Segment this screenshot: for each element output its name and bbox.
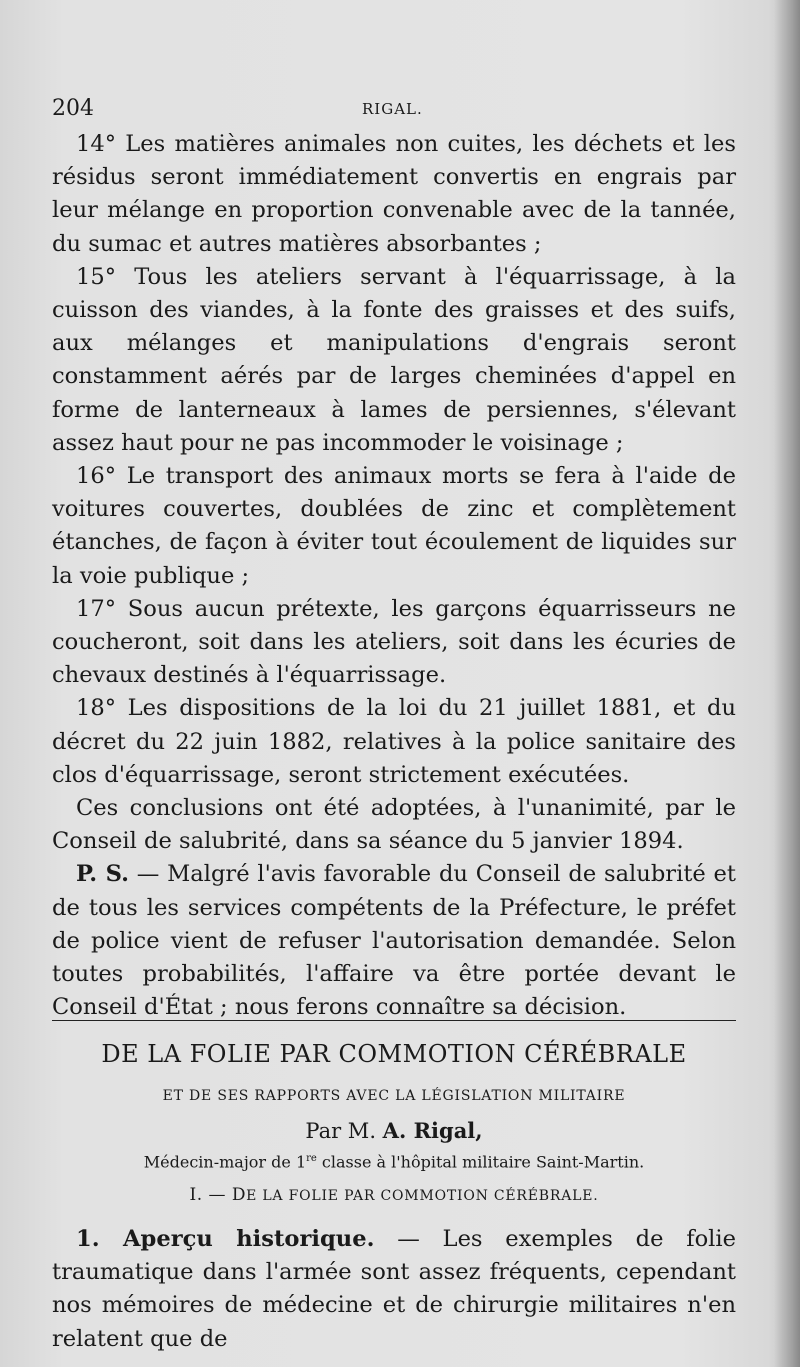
- paragraph-item-16: 16° Le transport des animaux morts se fera à l'aide de voitures couvertes, doublées de zinc et complètement étanches, de façon à éviter tout écoulement de liquides sur la voie publique ;: [52, 463, 736, 589]
- section-number: I. — D: [189, 1185, 247, 1206]
- intro-text: [52, 1223, 736, 1356]
- section-heading: [52, 1177, 736, 1214]
- page-spine-shadow: [774, 0, 800, 1367]
- postscript-label: P. S.: [76, 861, 129, 888]
- section-title: E LA FOLIE PAR COMMOTION CÉRÉBRALE.: [246, 1188, 599, 1205]
- author-affiliation: [52, 1146, 736, 1175]
- running-head: RIGAL.: [362, 100, 423, 118]
- affiliation-before: Médecin-major de 1: [143, 1152, 307, 1172]
- paragraph-item-18: 18° Les dispositions de la loi du 21 juillet 1881, et du décret du 22 juin 1882, relatives à la police sanitaire des clos d'équarrissage, seront strictement exécutées.: [52, 695, 736, 788]
- article-author: [52, 1116, 736, 1146]
- intro-heading: 1. Aperçu historique.: [76, 1226, 375, 1252]
- page-header: [52, 96, 732, 126]
- article-heading: [52, 1034, 736, 1214]
- intro-body: — Les exemples de folie traumatique dans l'armée sont assez fréquents, cependant nos mémoires de médecine et de chirurgie militaires n'en relatent que de: [52, 1226, 736, 1352]
- article-title: DE LA FOLIE PAR COMMOTION CÉRÉBRALE: [101, 1040, 687, 1068]
- paragraph-item-14: 14° Les matières animales non cuites, les déchets et les résidus seront immédiatement convertis en engrais par leur mélange en proportion convenable avec de la tannée, du sumac et autres matières absorbantes ;: [52, 131, 736, 257]
- body-text: [52, 128, 736, 1024]
- paragraph-item-17: 17° Sous aucun prétexte, les garçons équarrisseurs ne coucheront, soit dans les ateliers, soit dans les écuries de chevaux destinés à l'équarrissage.: [52, 595, 736, 689]
- intro-paragraph: [52, 1223, 736, 1356]
- affiliation-sup: re: [306, 1153, 317, 1164]
- postscript-text: — Malgré l'avis favorable du Conseil de salubrité et de tous les services compétents de la Préfecture, le préfet de police vient de refuser l'autorisation demandée. Selon toutes probabilités, l'affaire va être portée devant le Conseil d'État ; nous ferons connaître sa décision.: [52, 861, 736, 1021]
- paragraph-item-15: 15° Tous les ateliers servant à l'équarrissage, à la cuisson des viandes, à la fonte des graisses et des suifs, aux mélanges et manipulations d'engrais seront constamment aérés par de larges cheminées d'appel en forme de lanterneaux à lames de persiennes, s'élevant assez haut pour ne pas incommoder le voisinage ;: [52, 263, 736, 456]
- section-divider: [52, 1020, 736, 1021]
- article-subtitle: ET DE SES RAPPORTS AVEC LA LÉGISLATION MILITAIRE: [162, 1088, 626, 1104]
- author-prefix: Par M.: [305, 1119, 383, 1143]
- affiliation-after: classe à l'hôpital militaire Saint-Martin.: [316, 1152, 645, 1172]
- paragraph-conclusions: Ces conclusions ont été adoptées, à l'unanimité, par le Conseil de salubrité, dans sa séance du 5 janvier 1894.: [52, 795, 736, 855]
- author-name: A. Rigal,: [382, 1118, 483, 1143]
- paragraph-postscript: [52, 858, 736, 1024]
- page-number: 204: [52, 96, 94, 121]
